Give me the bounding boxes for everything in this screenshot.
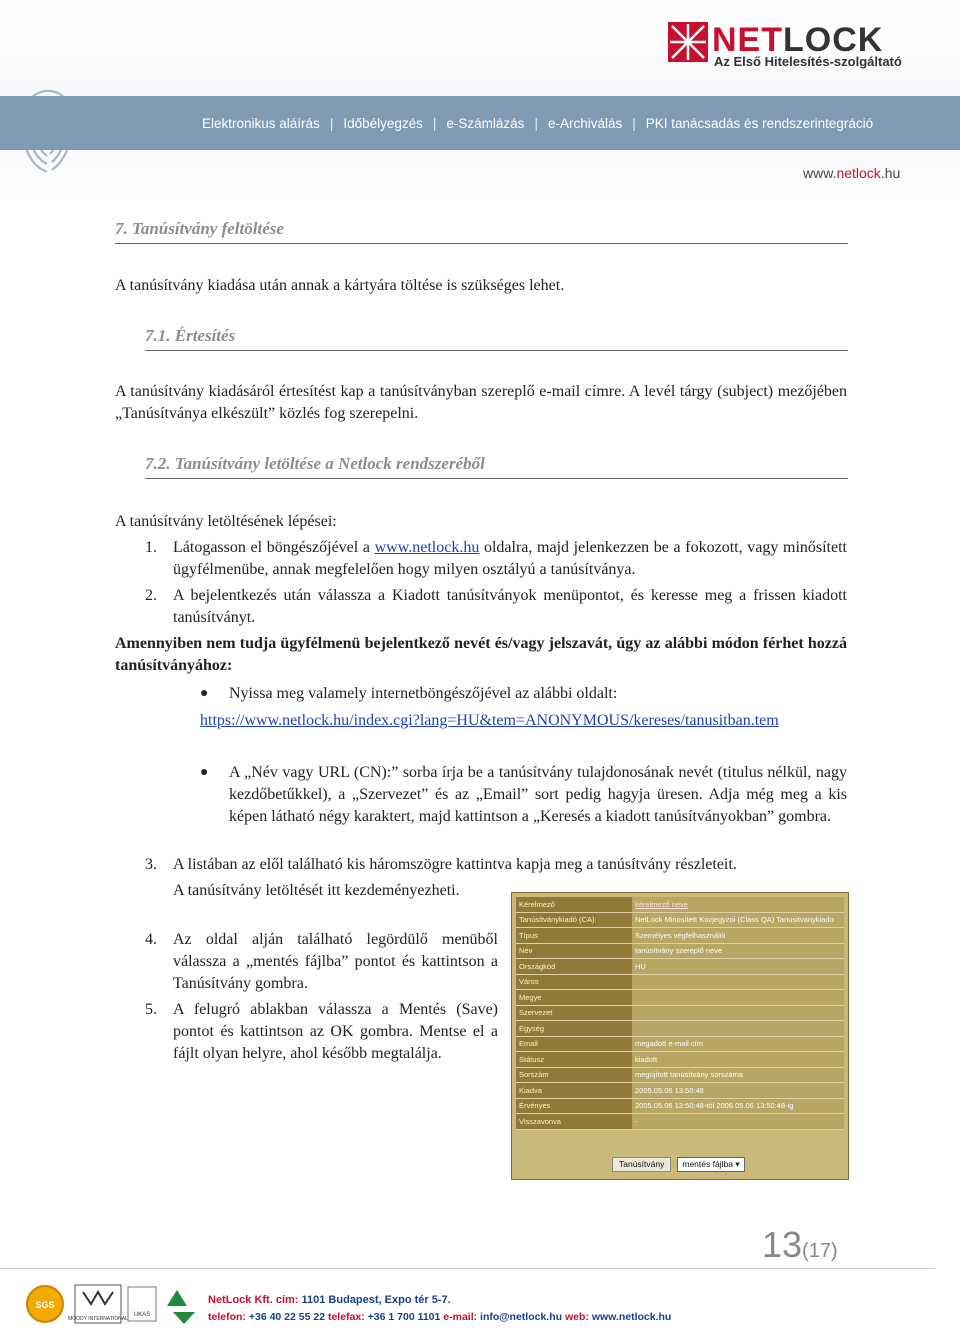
step-1-number: 1. [145,539,157,556]
table-row [516,959,844,975]
step-1-post: oldalra, majd jelenkezzen be a fokozott, vagy minősített ügyfélmenübe, annak megfelelően hogy milyen osztályú a tanúsítványa. [173,539,847,578]
section-71-heading: 7.1. Értesítés [145,326,848,351]
page-total: (17) [802,1240,838,1262]
step-4-text: Az oldal alján található legördülő menüből válassza a „mentés fájlba” pontot és kattintson a Tanúsítvány gombra. [173,931,498,992]
field-label: Név [516,943,632,959]
step-1-text [173,537,847,581]
section-72-intro: A tanúsítvány letöltésének lépései: [115,513,337,530]
footer-label: web: [562,1311,592,1323]
footer-web[interactable]: www.netlock.hu [591,1311,672,1323]
table-row [516,1052,844,1068]
step-3-continued: A tanúsítvány letöltését itt kezdeményezheti. [173,882,460,899]
login-note: Amennyiben nem tudja ügyfélmenü bejelentkező nevét és/vagy jelszavát, úgy az alábbi módon férhet hozzá tanúsítványához: [115,635,847,674]
table-row [516,928,844,944]
field-label: Típus [516,928,632,944]
footer-contacts [208,1311,671,1323]
field-label: Státusz [516,1052,632,1068]
field-label: Tanúsítványkiadó (CA): [516,912,632,928]
field-label: Egység [516,1021,632,1037]
page-current: 13 [762,1224,803,1265]
field-label: Sorszám [516,1067,632,1083]
search-url-link[interactable]: https://www.netlock.hu/index.cgi?lang=HU&tem=ANONYMOUS/kereses/tanusitban.tem [200,712,779,729]
table-row [516,897,844,912]
table-row [516,912,844,928]
table-row [516,1098,844,1114]
field-label: Kiadva [516,1083,632,1099]
download-controls [612,1157,745,1172]
field-label: Város [516,974,632,990]
section-71-text: A tanúsítvány kiadásáról értesítést kap a tanúsítványban szereplő e-mail címre. A levél tárgy (subject) mezőjében „Tanúsítványa elkészült” közlés fog szerepelni. [115,383,847,422]
nav-separator: | [534,115,538,131]
nav-separator: | [432,115,437,131]
step-1-pre: Látogasson el böngészőjével a [173,539,375,556]
footer-address [208,1294,451,1306]
nav-separator: | [329,115,334,131]
footer-label: telefax: [325,1311,368,1323]
footer-email[interactable]: info@netlock.hu [480,1311,563,1323]
field-label: Érvényes [516,1098,632,1114]
page-number [762,1224,838,1266]
bullet-icon: ● [200,686,209,701]
field-value [632,990,844,1006]
table-row [516,1021,844,1037]
footer-company: NetLock Kft. [208,1294,273,1306]
website-part: www. [803,165,837,181]
footer-fax: +36 1 700 1101 [367,1311,441,1323]
field-value [632,1005,844,1021]
certificate-details-screenshot [511,892,849,1180]
netlock-logo[interactable] [668,22,918,72]
nav-item-pki[interactable]: PKI tanácsadás és rendszerintegráció [645,115,874,131]
website-part: netlock [836,165,881,181]
field-value: kiadott [632,1052,844,1068]
field-value: megadott e-mail cím [632,1036,844,1052]
website-part: .hu [880,165,901,181]
field-value: - [632,1114,844,1130]
nav-item-idobelyegzes[interactable]: Időbélyegzés [343,115,423,131]
certificate-button[interactable]: Tanúsítvány [612,1157,671,1172]
certification-badges [25,1282,205,1327]
field-value: tanúsítvány szereplő neve [632,943,844,959]
nav-item-e-archivalas[interactable]: e-Archiválás [547,115,623,131]
website-link[interactable] [803,165,900,181]
section-72-heading: 7.2. Tanúsítvány letöltése a Netlock rendszeréből [145,454,848,479]
netlock-link[interactable]: www.netlock.hu [374,539,480,556]
field-label: Kérelmező [516,897,632,912]
footer-phone: +36 40 22 55 22 [248,1311,326,1323]
step-5-text: A felugró ablakban válassza a Mentés (Save) pontot és kattintson az OK gombra. Mentse el a fájlt olyan helyre, ahol később megtalálja. [173,1001,498,1062]
nav-item-elektronikus-alairas[interactable]: Elektronikus aláírás [202,115,320,131]
table-row [516,1036,844,1052]
table-row [516,943,844,959]
bullet-1-text: Nyissa meg valamely internetböngészőjével az alábbi oldalt: [229,685,618,702]
logo-name-b: LOCK [783,21,884,59]
logo-mark-icon [668,22,708,62]
table-row [516,974,844,990]
field-label: Szervezet [516,1005,632,1021]
ukas-badge-label: UKAS [133,1312,151,1318]
table-row [516,1005,844,1021]
field-value: megújított tanúsítvány sorszáma [632,1067,844,1083]
bullet-icon: ● [200,765,209,780]
field-value: Személyes végfelhasználói [632,928,844,944]
table-row [516,1114,844,1130]
logo-tagline: Az Első Hitelesítés-szolgáltató [714,54,902,69]
footer-address-value: 1101 Budapest, Expo tér 5-7. [301,1294,451,1306]
footer-label: cím: [272,1294,302,1306]
table-row [516,1083,844,1099]
table-row [516,1067,844,1083]
logo-name-a: NET [712,21,783,59]
step-2-text: A bejelentkezés után válassza a Kiadott tanúsítványok menüpontot, és keresse meg a frissen kiadott tanúsítványt. [173,587,847,626]
certificate-details-table [516,897,844,1130]
field-value: 2005.05.06 13:50:48 [632,1083,844,1099]
step-3-number: 3. [145,856,157,873]
field-value[interactable]: kérelmező neve [632,897,844,912]
field-value: HU [632,959,844,975]
step-4-number: 4. [145,931,157,948]
field-value [632,1021,844,1037]
save-mode-select[interactable] [677,1157,744,1172]
table-row [516,990,844,1006]
field-label: Visszavonva [516,1114,632,1130]
field-label: Országkód [516,959,632,975]
field-value: 2005.05.06 13:50:48-tól 2006.05.06 13:50:48-ig [632,1098,844,1114]
footer-label: telefon: [208,1311,249,1323]
section-7-text: A tanúsítvány kiadása után annak a kártyára töltése is szükséges lehet. [115,277,565,294]
recycle-icon [167,1290,195,1324]
step-5-number: 5. [145,1001,157,1018]
field-value: NetLock Minosített Kozjegyzoi (Class QA) Tanusitvanykiado [632,912,844,928]
footer-label: e-mail: [440,1311,481,1323]
bullet-2-text: A „Név vagy URL (CN):” sorba írja be a tanúsítvány tulajdonosának nevét (titulus nélkül, nagy kezdőbetűkkel), a „Szervezet” és az „Email” sort pedig hagyja üresen. Adja még meg a kis képen látható négy karaktert, majd kattintson a „Keresés a kiadott tanúsítványokban” gombra. [229,764,847,825]
nav-separator: | [632,115,636,131]
section-7-heading: 7. Tanúsítvány feltöltése [115,219,848,244]
nav-item-e-szamlazas[interactable]: e-Számlázás [446,115,525,131]
field-label: Megye [516,990,632,1006]
moody-badge-label: MOODY INTERNATIONAL [68,1316,128,1322]
step-2-number: 2. [145,587,157,604]
field-label: Email [516,1036,632,1052]
save-mode-value: mentés fájlba [682,1159,733,1169]
step-3-text: A listában az elől található kis háromszögre kattintva kapja meg a tanúsítvány részleteit. [173,856,737,873]
nav-bar [0,96,960,150]
chevron-down-icon: ▾ [735,1159,740,1169]
sgs-badge-label: SGS [35,1300,55,1310]
field-value [632,974,844,990]
footer-divider [0,1268,935,1269]
